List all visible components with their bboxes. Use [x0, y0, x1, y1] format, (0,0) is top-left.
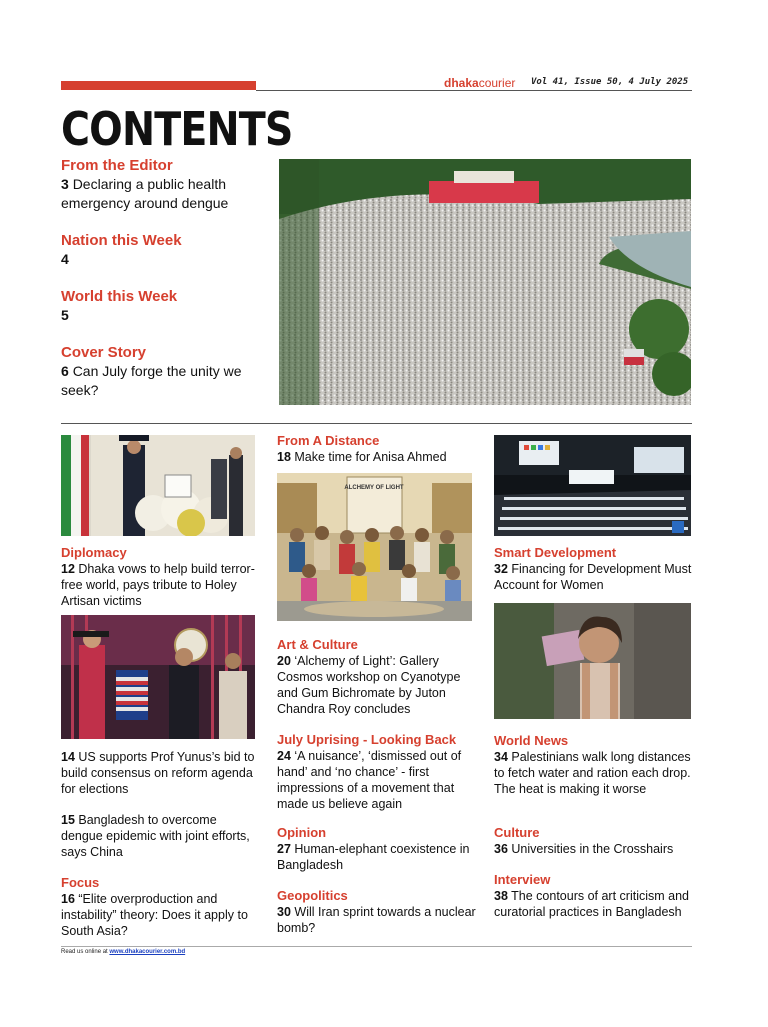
- entry-july-uprising[interactable]: July Uprising - Looking Back 24 ‘A nuisance’, ‘dismissed out of hand’ and ‘no chance’ - first impressions of a movement that made us believe again: [277, 732, 477, 812]
- section-focus: Focus: [61, 875, 100, 890]
- photo-palestinian-child[interactable]: [494, 603, 691, 719]
- entry-focus[interactable]: Focus 16 “Elite overproduction and instability” theory: Does it apply to South Asia?: [61, 875, 257, 939]
- entry-from-a-distance[interactable]: From A Distance 18 Make time for Anisa Ahmed: [277, 433, 477, 465]
- header-rule: [256, 90, 692, 91]
- photo-us-event[interactable]: [61, 615, 255, 739]
- entry-interview[interactable]: Interview 38 The contours of art criticism and curatorial practices in Bangladesh: [494, 872, 692, 920]
- section-opinion: Opinion: [277, 825, 327, 840]
- website-link[interactable]: www.dhakacourier.com.bd: [109, 949, 186, 955]
- entry-geopolitics[interactable]: Geopolitics 30 Will Iran sprint towards a nuclear bomb?: [277, 888, 476, 935]
- section-july-uprising: July Uprising - Looking Back: [277, 732, 457, 747]
- photo-conference-hall[interactable]: [494, 435, 691, 536]
- section-world-news: World News: [494, 733, 569, 748]
- entry-world-news[interactable]: World News 34 Palestinians walk long distances to fetch water and ration each drop. The heat is making it worse: [494, 733, 691, 796]
- entry-diplomacy[interactable]: Diplomacy 12 Dhaka vows to help build terror-free world, pays tribute to Holey Artisan victims: [61, 545, 257, 609]
- section-from-a-distance: From A Distance: [277, 433, 380, 448]
- entry-world-this-week[interactable]: 5: [61, 307, 69, 323]
- section-art-culture: Art & Culture: [277, 637, 358, 652]
- top-list: [61, 157, 271, 400]
- entry-culture[interactable]: Culture 36 Universities in the Crosshairs: [494, 825, 692, 857]
- photo-diplomacy-tribute[interactable]: [61, 435, 255, 536]
- photo-alchemy-workshop[interactable]: [277, 473, 472, 621]
- entry-nation-this-week[interactable]: 4: [61, 251, 69, 267]
- entry-opinion[interactable]: Opinion 27 Human-elephant coexistence in Bangladesh: [277, 825, 477, 873]
- section-cover-story[interactable]: Cover Story: [61, 344, 147, 361]
- section-smart-development: Smart Development: [494, 545, 617, 560]
- workshop-banner-text: ALCHEMY OF LIGHT: [344, 485, 404, 491]
- entry-smart-development[interactable]: Smart Development 32 Financing for Development Must Account for Women: [494, 545, 692, 592]
- section-world-this-week[interactable]: World this Week: [61, 288, 178, 305]
- entry-cover-story[interactable]: 6 Can July forge the unity we seek?: [61, 363, 242, 398]
- section-nation-this-week[interactable]: Nation this Week: [61, 232, 182, 249]
- entry-art-culture[interactable]: Art & Culture 20 ‘Alchemy of Light’: Gallery Cosmos workshop on Cyanotype and Gum Bichromate by Juton Chandra Roy concludes: [277, 637, 477, 717]
- section-diplomacy: Diplomacy: [61, 545, 127, 560]
- header-red-bar: [61, 81, 256, 90]
- issue-info: Vol 41, Issue 50, 4 July 2025: [531, 77, 689, 87]
- section-from-the-editor[interactable]: From the Editor: [61, 157, 173, 174]
- masthead-logo: dhakacourier: [444, 76, 516, 90]
- entry-us-support[interactable]: 14 US supports Prof Yunus’s bid to build consensus on reform agenda for elections: [61, 750, 255, 796]
- footer: Read us online at www.dhakacourier.com.bd: [61, 949, 186, 955]
- footer-rule: [61, 946, 692, 947]
- middle-rule: [61, 423, 692, 424]
- section-interview: Interview: [494, 872, 551, 887]
- section-culture: Culture: [494, 825, 540, 840]
- page-title: CONTENTS: [61, 102, 293, 156]
- entry-china-dengue[interactable]: 15 Bangladesh to overcome dengue epidemic with joint efforts, says China: [61, 813, 250, 859]
- cover-photo-crowd[interactable]: [279, 159, 691, 405]
- section-geopolitics: Geopolitics: [277, 888, 348, 903]
- entry-from-the-editor[interactable]: 3 Declaring a public health emergency around dengue: [61, 176, 229, 211]
